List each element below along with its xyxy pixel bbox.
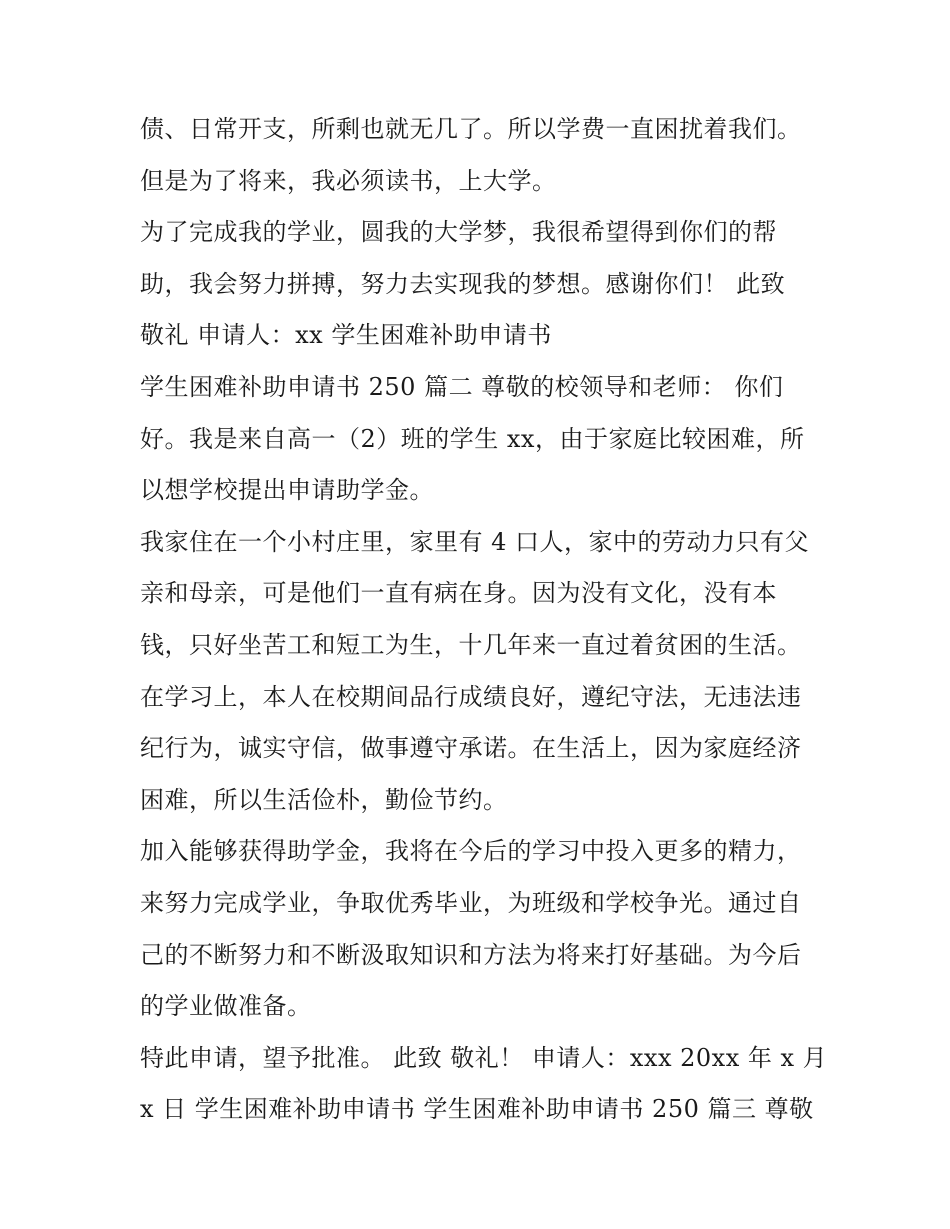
text-line: 好。我是来自高一（2）班的学生 xx，由于家庭比较困难，所: [140, 424, 805, 453]
text-line: 我家住在一个小村庄里，家里有 4 口人，家中的劳动力只有父: [140, 527, 810, 556]
text-line: 学生困难补助申请书 250 篇二 尊敬的校领导和老师： 你们: [140, 372, 784, 401]
text-line: 亲和母亲，可是他们一直有病在身。因为没有文化，没有本: [140, 579, 777, 608]
text-line: 助，我会努力拼搏，努力去实现我的梦想。感谢你们！ 此致: [140, 269, 786, 298]
text-line: 来努力完成学业，争取优秀毕业，为班级和学校争光。通过自: [140, 888, 802, 917]
text-line: 己的不断努力和不断汲取知识和方法为将来打好基础。为今后: [140, 940, 802, 969]
text-line: 钱，只好坐苦工和短工为生，十几年来一直过着贫困的生活。: [140, 630, 802, 659]
text-line: 为了完成我的学业，圆我的大学梦，我很希望得到你们的帮: [140, 218, 777, 247]
text-line: 特此申请，望予批准。 此致 敬礼！ 申请人：xxx 20xx 年 x 月: [140, 1043, 828, 1072]
text-line: 纪行为，诚实守信，做事遵守承诺。在生活上，因为家庭经济: [140, 734, 802, 763]
text-line: 以想学校提出申请助学金。: [140, 476, 434, 505]
text-line: 债、日常开支，所剩也就无几了。所以学费一直困扰着我们。: [140, 115, 802, 143]
text-line: 加入能够获得助学金，我将在今后的学习中投入更多的精力，: [140, 837, 802, 866]
text-line: 在学习上，本人在校期间品行成绩良好，遵纪守法，无违法违: [140, 682, 802, 711]
text-line: 但是为了将来，我必须读书，上大学。: [140, 166, 557, 195]
text-line: 敬礼 申请人：xx 学生困难补助申请书: [140, 321, 552, 350]
document-body: [140, 104, 828, 1136]
text-line: x 日 学生困难补助申请书 学生困难补助申请书 250 篇三 尊敬: [140, 1095, 814, 1124]
text-line: 的学业做准备。: [140, 992, 312, 1021]
text-line: 困难，所以生活俭朴，勤俭节约。: [140, 785, 508, 814]
